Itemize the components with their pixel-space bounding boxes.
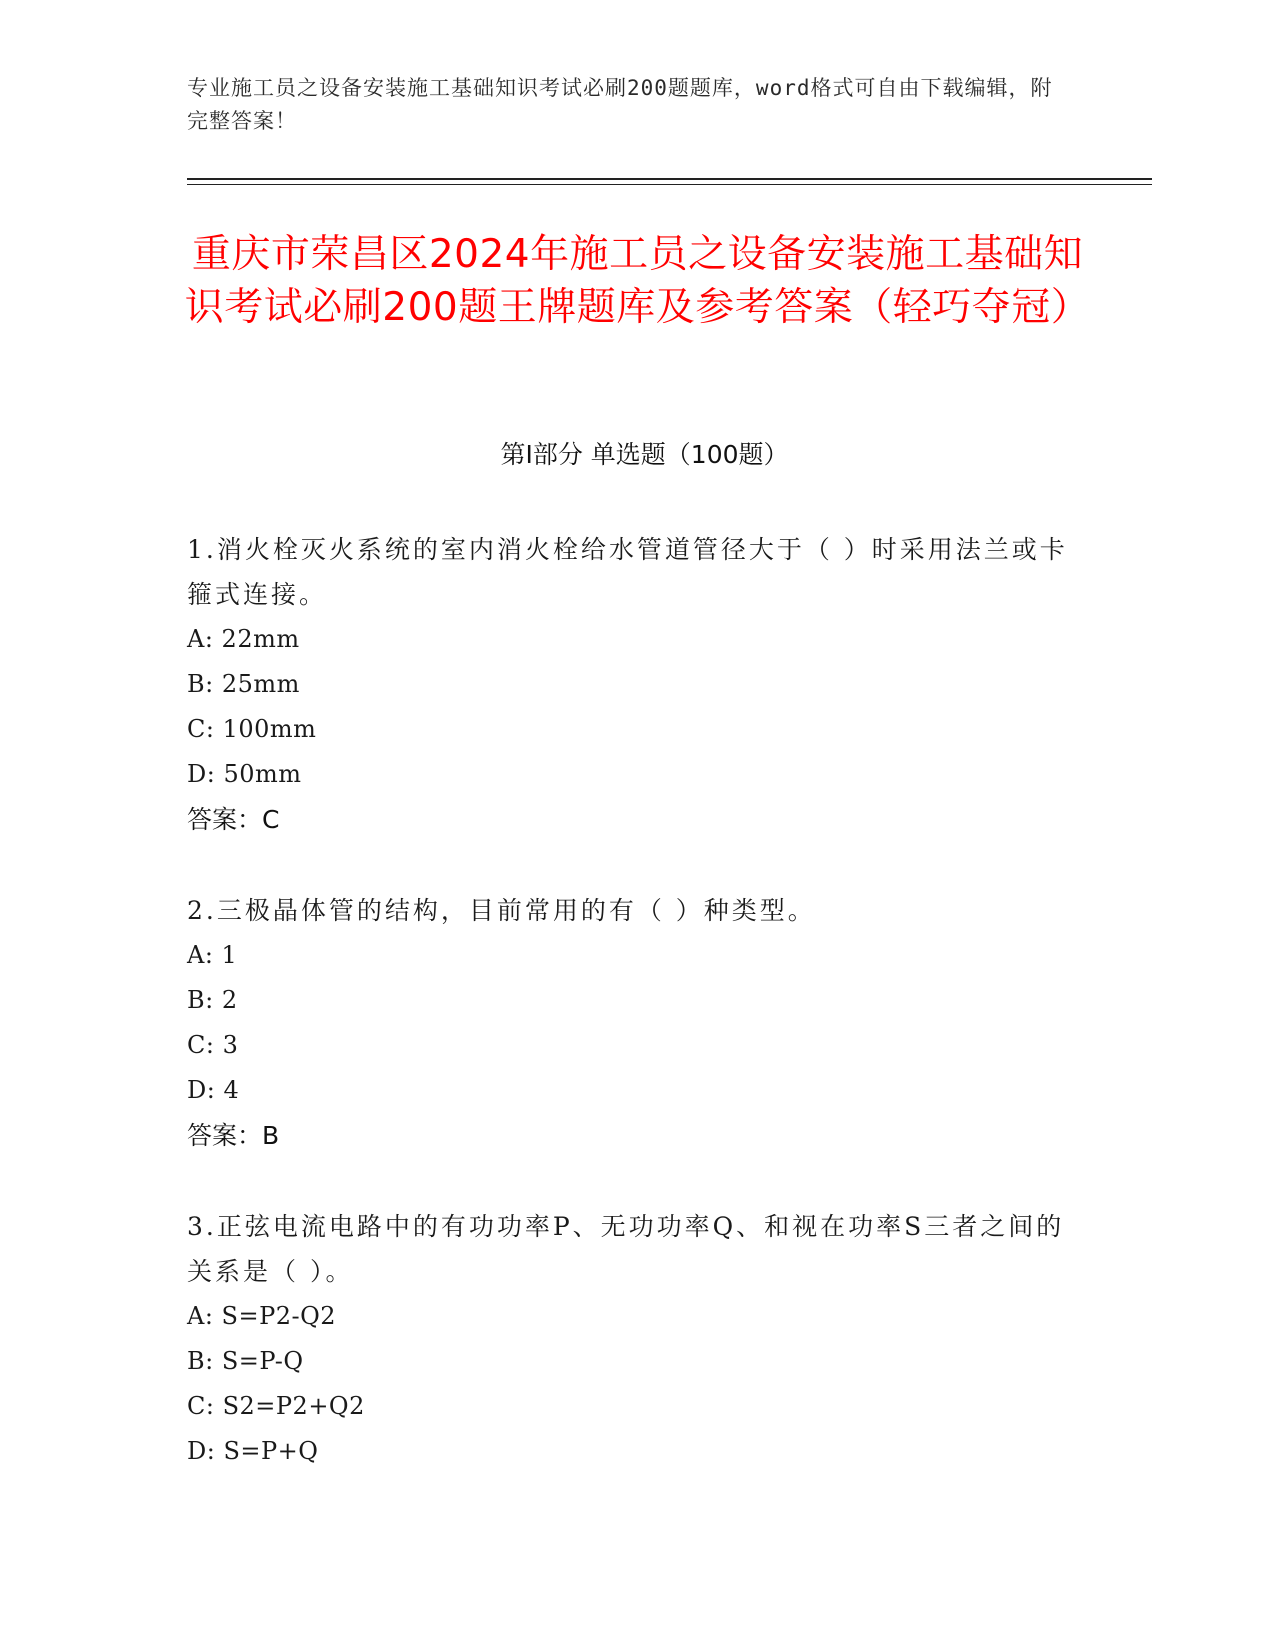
option-a: A: S=P2-Q2 (187, 1302, 337, 1330)
option-d: D: 50mm (187, 760, 302, 788)
document-title: 重庆市荣昌区2024年施工员之设备安装施工基础知识考试必刷200题王牌题库及参考答案（轻巧夺冠） (184, 232, 1091, 330)
question-item (187, 888, 1077, 1158)
option-b: B: 25mm (187, 670, 300, 698)
header-divider-thick (187, 178, 1152, 180)
option-b: B: 2 (187, 986, 238, 1014)
option-b: B: S=P-Q (187, 1347, 304, 1375)
option-c: C: 3 (187, 1031, 239, 1059)
option-a: A: 1 (187, 941, 238, 969)
question-item (187, 527, 1077, 842)
question-list (187, 527, 1077, 1520)
question-stem: 1.消火栓灭火系统的室内消火栓给水管道管径大于（ ）时采用法兰或卡箍式连接。 (187, 535, 1068, 609)
answer-line: 答案：C (187, 805, 280, 834)
question-item (187, 1204, 1077, 1474)
option-c: C: 100mm (187, 715, 317, 743)
header-divider-thin (187, 184, 1152, 185)
option-d: D: 4 (187, 1076, 240, 1104)
section-title: 第Ⅰ部分 单选题（100题） (500, 440, 789, 469)
question-stem: 3.正弦电流电路中的有功功率P、无功功率Q、和视在功率S三者之间的关系是（ ）。 (187, 1212, 1065, 1286)
option-d: D: S=P+Q (187, 1437, 319, 1465)
header-note: 专业施工员之设备安装施工基础知识考试必刷200题题库，word格式可自由下载编辑，附完整答案！ (187, 76, 1053, 133)
answer-line: 答案：B (187, 1121, 280, 1150)
option-c: C: S2=P2+Q2 (187, 1392, 365, 1420)
question-stem: 2.三极晶体管的结构，目前常用的有（ ）种类型。 (187, 896, 816, 925)
option-a: A: 22mm (187, 625, 300, 653)
